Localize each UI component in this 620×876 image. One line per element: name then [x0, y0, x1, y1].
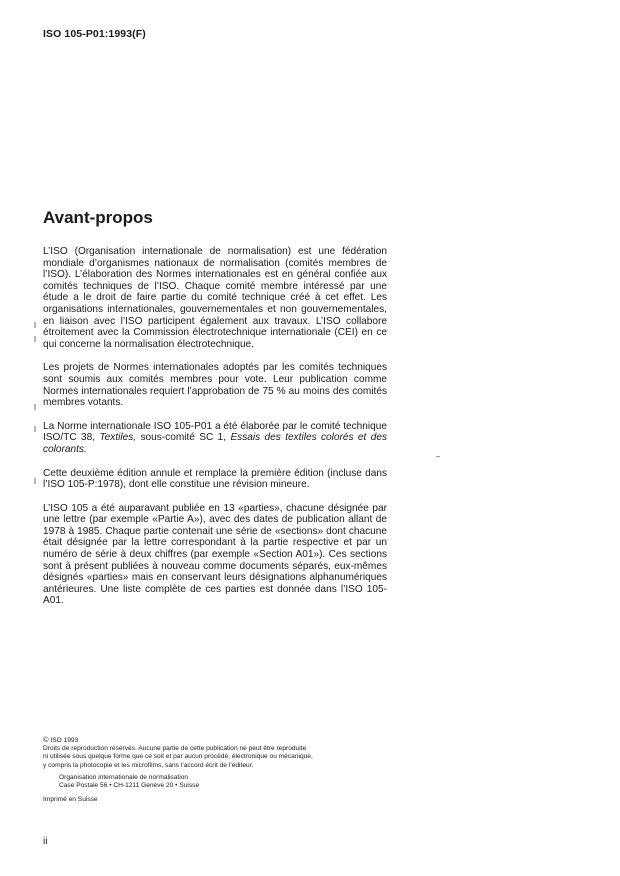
page-number: ii	[43, 836, 48, 847]
copyright-block	[43, 736, 403, 804]
section-title: Avant-propos	[43, 208, 153, 227]
printed-in: Imprimé en Suisse	[43, 796, 98, 804]
copyright-symbol: ©	[43, 735, 49, 744]
foreword-body	[43, 246, 387, 619]
paragraph-iso-description: L’ISO (Organisation internationale de normalisation) est une fédération mondiale d’organismes nationaux de normalisation (comités membres de l’ISO). L’élaboration des Normes internationales est en général confiée aux comités techniques de l’ISO. Chaque comité membre intéressé par une étude a le droit de faire partie du comité technique créé à cet effet. Les organisations internationales, gouvernementales et non gouvernementales, en liaison avec l’ISO participent également aux travaux. L’ISO collabore étroitement avec la Commission électrotechnique internationale (CEI) en ce qui concerne la normalisation électrotechnique.	[43, 246, 387, 350]
document-code: ISO 105-P01:1993(F)	[43, 28, 146, 40]
paragraph-voting: Les projets de Normes internationales adoptés par les comités techniques sont soumis aux comités membres pour vote. Leur publication comme Normes internationales requiert l’approbation de 75 % au moins des comités membres votants.	[43, 362, 387, 409]
copyright-label: ISO 1993	[50, 737, 79, 744]
rights-line-2: ni utilisée sous quelque forme que ce soit et par aucun procédé, électronique ou mécanique,	[43, 753, 313, 761]
committee-text-2: sous-comité SC 1,	[136, 432, 231, 444]
margin-mark	[34, 426, 36, 432]
paragraph-committee	[43, 421, 387, 456]
margin-mark	[34, 336, 36, 342]
rights-line-3: y compris la photocopie et les microfilms, sans l’accord écrit de l’éditeur.	[43, 761, 254, 769]
paragraph-edition: Cette deuxième édition annule et remplace la première édition (incluse dans l’ISO 105-P:1978), dont elle constitue une révision mineure.	[43, 467, 387, 491]
organisation-name: Organisation internationale de normalisation	[59, 773, 189, 781]
margin-mark	[34, 322, 36, 328]
copyright-line	[43, 736, 403, 745]
margin-mark	[34, 478, 36, 484]
margin-mark	[34, 404, 36, 410]
committee-text-1: La Norme internationale ISO 105-P01 a été élaborée par le comité technique ISO/TC 38,	[43, 420, 387, 444]
rights-line-1: Droits de reproduction réservés. Aucune partie de cette publication ne peut être reproduite	[43, 745, 307, 753]
committee-title-textiles: Textiles,	[99, 432, 137, 444]
paragraph-history: L’ISO 105 a été auparavant publiée en 13 «parties», chacune désignée par une lettre (par exemple «Partie A»), avec des dates de publication allant de 1978 à 1985. Chaque partie contenait une série de «sections» dont chacune était désignée par la lettre correspondant à la partie respective et par un numéro de série à deux chiffres (par exemple «Section A01»). Ces sections sont à présent publiées à nouveau comme documents séparés, eux-mêmes désignés «parties» mais en conservant leurs désignations alphanumériques antérieures. Une liste complète de ces parties est donnée dans l’ISO 105-A01.	[43, 502, 387, 607]
organisation-address: Case Postale 56 • CH-1211 Genève 20 • Suisse	[59, 782, 200, 790]
subcommittee-title: Essais des textiles colorés et des colorants.	[43, 432, 387, 455]
scan-dash-mark	[436, 456, 440, 457]
